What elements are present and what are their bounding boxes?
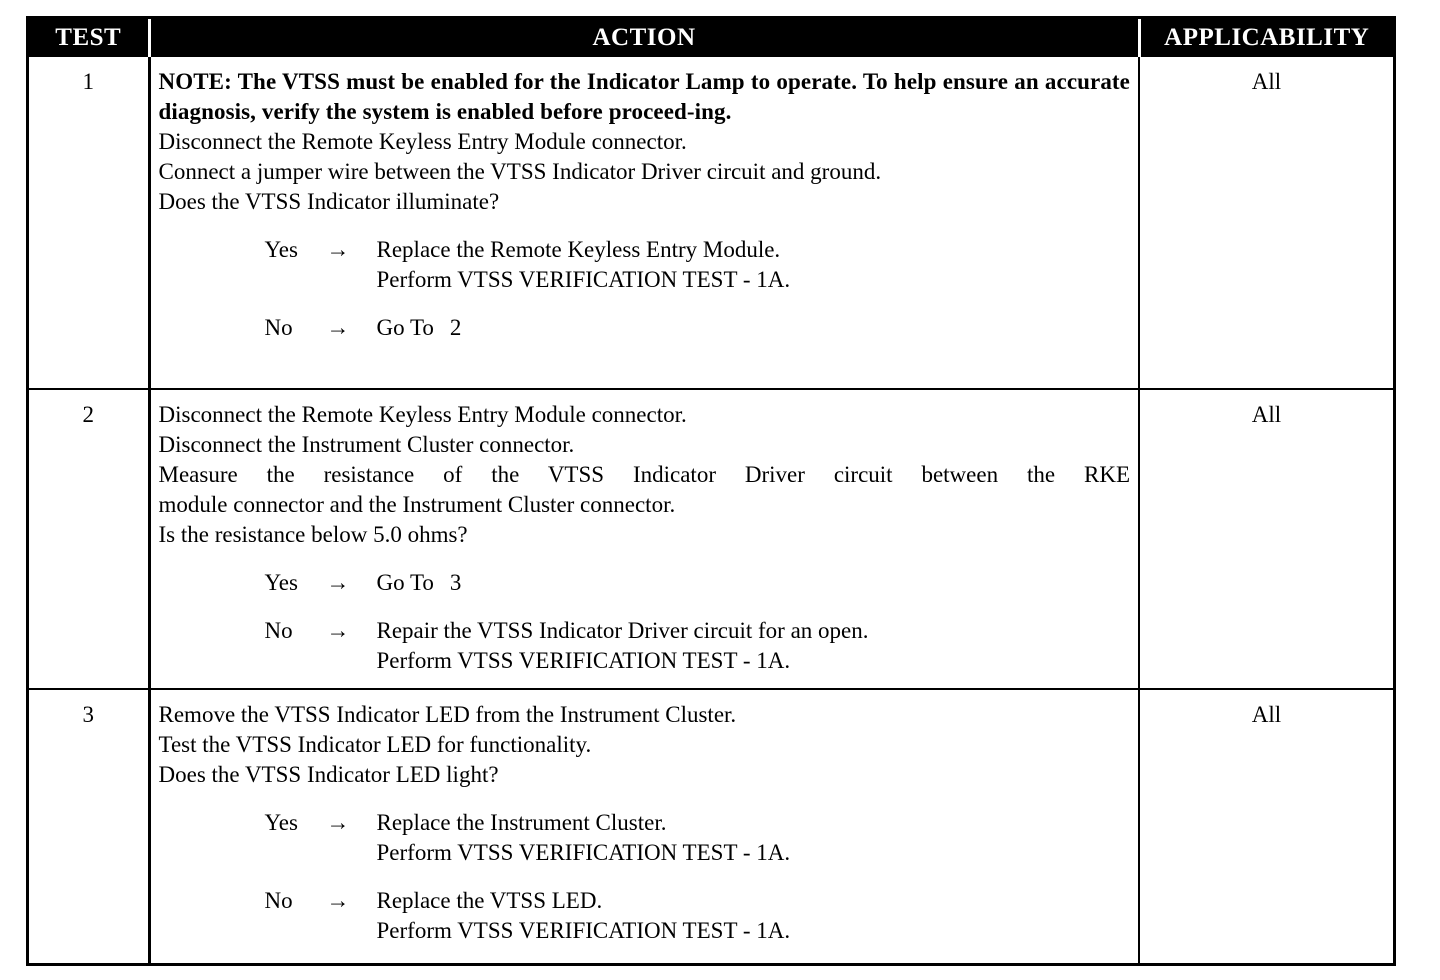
outcome-line: Perform VTSS VERIFICATION TEST - 1A. (376, 840, 791, 865)
arrow-icon: → (326, 810, 350, 835)
action-cell (149, 689, 1139, 963)
step-question: Is the resistance below 5.0 ohms? (158, 522, 468, 547)
diagnostic-table (26, 16, 1396, 966)
step-question: Does the VTSS Indicator illuminate? (158, 189, 500, 214)
answer-no-label: No (264, 618, 293, 643)
header-action: ACTION (149, 19, 1139, 57)
step-text: Disconnect the Instrument Cluster connector. (158, 432, 575, 457)
answer-no-label: No (264, 888, 293, 913)
arrow-icon: → (326, 888, 350, 913)
outcome (377, 568, 1131, 598)
step-text: Connect a jumper wire between the VTSS Indicator Driver circuit and ground. (158, 159, 882, 184)
outcome (377, 235, 1131, 295)
arrow-icon: → (326, 237, 350, 262)
action-cell (149, 389, 1139, 689)
diagnostic-test-table (29, 19, 1393, 963)
arrow-icon: → (326, 618, 350, 643)
step-text: Disconnect the Remote Keyless Entry Module connector. (158, 402, 687, 427)
test-row-1 (29, 57, 1393, 389)
goto-label: Go To (376, 570, 434, 595)
step-text: Remove the VTSS Indicator LED from the Instrument Cluster. (158, 702, 737, 727)
outcome (377, 886, 1131, 946)
arrow-icon: → (326, 570, 350, 595)
header-test: TEST (29, 19, 149, 57)
result-yes (265, 235, 1131, 295)
outcome-line: Perform VTSS VERIFICATION TEST - 1A. (376, 918, 791, 943)
goto-label: Go To (376, 315, 434, 340)
outcome-line: Replace the Instrument Cluster. (376, 810, 667, 835)
answer-yes-label: Yes (264, 237, 298, 262)
step-text: Test the VTSS Indicator LED for functionality. (158, 732, 592, 757)
outcome-line: Replace the VTSS LED. (376, 888, 603, 913)
outcome-line: Perform VTSS VERIFICATION TEST - 1A. (376, 267, 791, 292)
applicability-cell: All (1139, 689, 1393, 963)
header-row (29, 19, 1393, 57)
outcome (377, 616, 1131, 676)
result-yes (265, 808, 1131, 868)
action-cell (149, 57, 1139, 389)
result-yes (265, 568, 1131, 598)
arrow-icon: → (326, 315, 350, 340)
step-question: Does the VTSS Indicator LED light? (158, 762, 499, 787)
applicability-cell: All (1139, 389, 1393, 689)
result-no (265, 616, 1131, 676)
test-number: 2 (29, 389, 149, 689)
applicability-cell: All (1251, 69, 1282, 94)
outcome (377, 313, 1131, 343)
test-row-2 (29, 389, 1393, 689)
goto-number: 2 (449, 315, 462, 340)
outcome-line: Replace the Remote Keyless Entry Module. (376, 237, 781, 262)
test-row-3 (29, 689, 1393, 963)
outcome (377, 808, 1131, 868)
header-applicability: APPLICABILITY (1139, 19, 1393, 57)
test-number: 1 (29, 57, 149, 389)
step-text: module connector and the Instrument Cluster connector. (158, 492, 676, 517)
answer-yes-label: Yes (264, 810, 298, 835)
note-text: NOTE: The VTSS must be enabled for the Indicator Lamp to operate. To help ensure an accurate diagnosis, verify the system is enabled before proceed-ing. (158, 69, 1130, 124)
result-no (265, 313, 1131, 343)
step-text: Disconnect the Remote Keyless Entry Module connector. (158, 129, 687, 154)
outcome-line: Perform VTSS VERIFICATION TEST - 1A. (376, 648, 791, 673)
step-text: Measure the resistance of the VTSS Indicator Driver circuit between the RKE (158, 462, 1130, 487)
goto-number: 3 (449, 570, 462, 595)
answer-no-label: No (264, 315, 293, 340)
test-number: 3 (29, 689, 149, 963)
result-no (265, 886, 1131, 946)
outcome-line: Repair the VTSS Indicator Driver circuit for an open. (376, 618, 869, 643)
answer-yes-label: Yes (264, 570, 298, 595)
